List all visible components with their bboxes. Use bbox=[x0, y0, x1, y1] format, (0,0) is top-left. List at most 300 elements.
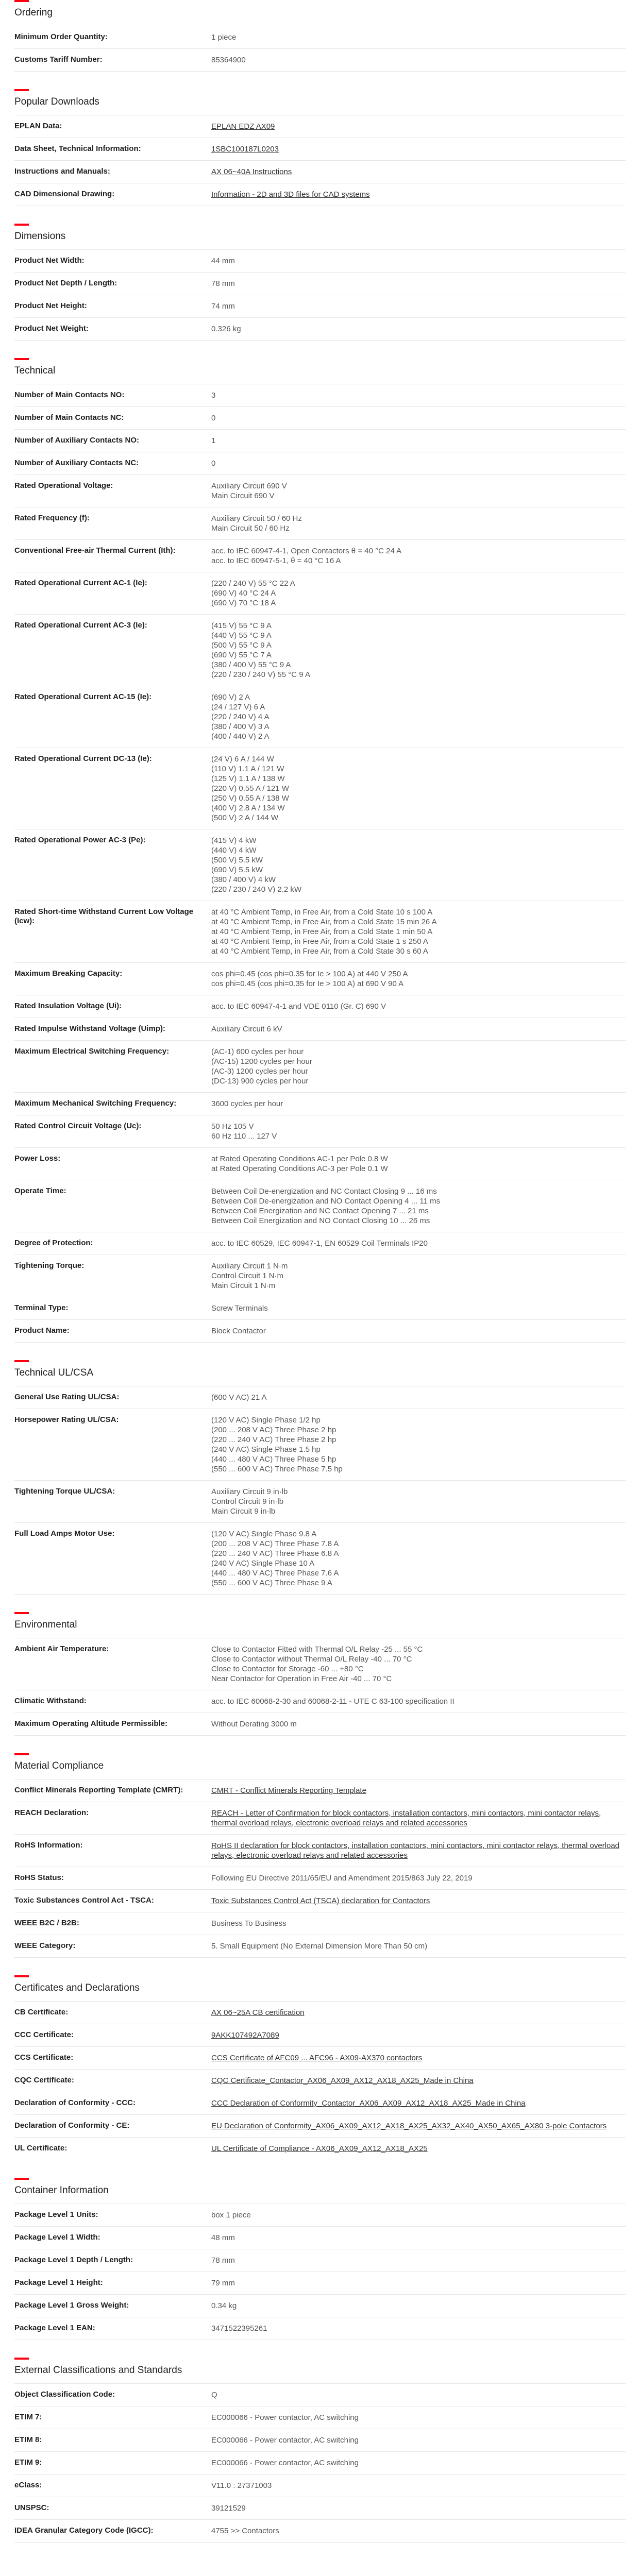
spec-label: Climatic Withstand: bbox=[14, 1697, 87, 1705]
section-material-compliance bbox=[14, 1753, 626, 1958]
section-title: Dimensions bbox=[14, 231, 66, 242]
section-accent-bar bbox=[14, 1975, 29, 1977]
spec-value: Main Circuit 1 N·m bbox=[211, 1281, 276, 1290]
spec-value: (550 ... 600 V AC) Three Phase 9 A bbox=[211, 1579, 332, 1587]
spec-row bbox=[14, 406, 626, 429]
spec-values bbox=[211, 2413, 626, 2422]
spec-values bbox=[211, 32, 626, 42]
spec-label: ETIM 7: bbox=[14, 2413, 42, 2421]
spec-label: Power Loss: bbox=[14, 1154, 61, 1163]
spec-label: Rated Control Circuit Voltage (Uc): bbox=[14, 1122, 142, 1130]
spec-values bbox=[211, 1529, 626, 1588]
spec-label: Package Level 1 Gross Weight: bbox=[14, 2301, 129, 2310]
spec-label: IDEA Granular Category Code (IGCC): bbox=[14, 2526, 154, 2535]
spec-label: Object Classification Code: bbox=[14, 2390, 115, 2399]
spec-value: (220 / 240 V) 55 °C 22 A bbox=[211, 579, 295, 588]
spec-value: (120 V AC) Single Phase 9.8 A bbox=[211, 1530, 317, 1538]
spec-values bbox=[211, 1187, 626, 1226]
spec-value: acc. to IEC 60529, IEC 60947-1, EN 60529 Coil Terminals IP20 bbox=[211, 1239, 428, 1248]
section-title: Technical UL/CSA bbox=[14, 1367, 94, 1378]
spec-values bbox=[211, 1941, 626, 1951]
document-link[interactable]: EU Declaration of Conformity_AX06_AX09_AX12_AX18_AX25_AX32_AX40_AX50_AX65_AX80 3-pole Contactors bbox=[211, 2122, 607, 2130]
spec-row bbox=[14, 474, 626, 507]
spec-label: Data Sheet, Technical Information: bbox=[14, 144, 141, 153]
spec-row bbox=[14, 26, 626, 48]
spec-label: Number of Auxiliary Contacts NO: bbox=[14, 436, 139, 445]
document-link[interactable]: CMRT - Conflict Minerals Reporting Template bbox=[211, 1786, 366, 1795]
spec-row bbox=[14, 295, 626, 317]
spec-value: Auxiliary Circuit 690 V bbox=[211, 482, 287, 490]
spec-value: (440 ... 480 V AC) Three Phase 5 hp bbox=[211, 1455, 336, 1464]
spec-label: Rated Operational Current AC-3 (Ie): bbox=[14, 621, 147, 630]
spec-value: (220 / 230 / 240 V) 2.2 kW bbox=[211, 885, 302, 894]
spec-values bbox=[211, 301, 626, 311]
spec-values bbox=[211, 256, 626, 266]
spec-row bbox=[14, 272, 626, 295]
section-accent-bar bbox=[14, 89, 29, 91]
spec-values bbox=[211, 436, 626, 446]
document-link[interactable]: Toxic Substances Control Act (TSCA) declaration for Contactors bbox=[211, 1896, 430, 1905]
spec-row bbox=[14, 1690, 626, 1713]
spec-value: (24 / 127 V) 6 A bbox=[211, 703, 265, 711]
spec-value: (400 V) 2.8 A / 134 W bbox=[211, 804, 285, 812]
document-link[interactable]: AX 06~25A CB certification bbox=[211, 2008, 305, 2017]
spec-label: eClass: bbox=[14, 2481, 42, 2489]
spec-value: (DC-13) 900 cycles per hour bbox=[211, 1077, 309, 1086]
spec-row bbox=[14, 48, 626, 72]
spec-values bbox=[211, 1873, 626, 1883]
spec-values bbox=[211, 1896, 626, 1906]
spec-values bbox=[211, 546, 626, 566]
section-dimensions bbox=[14, 224, 626, 341]
spec-value: (550 ... 600 V AC) Three Phase 7.5 hp bbox=[211, 1465, 343, 1473]
spec-values bbox=[211, 481, 626, 501]
spec-values bbox=[211, 2481, 626, 2490]
spec-row bbox=[14, 829, 626, 901]
document-link[interactable]: AX 06~40A Instructions bbox=[211, 167, 292, 176]
spec-label: Toxic Substances Control Act - TSCA: bbox=[14, 1896, 154, 1905]
spec-value: 44 mm bbox=[211, 257, 235, 265]
spec-row bbox=[14, 1480, 626, 1522]
spec-label: Minimum Order Quantity: bbox=[14, 32, 108, 41]
spec-label: REACH Declaration: bbox=[14, 1808, 89, 1817]
spec-value: (AC-1) 600 cycles per hour bbox=[211, 1047, 304, 1056]
spec-row bbox=[14, 2519, 626, 2543]
spec-label: UNSPSC: bbox=[14, 2503, 49, 2512]
spec-label: Maximum Breaking Capacity: bbox=[14, 969, 123, 978]
spec-value: cos phi=0.45 (cos phi=0.35 for Ie > 100 A) at 690 V 90 A bbox=[211, 979, 404, 988]
spec-values bbox=[211, 2144, 626, 2154]
spec-label: Rated Operational Current AC-15 (Ie): bbox=[14, 692, 152, 701]
spec-value: Main Circuit 50 / 60 Hz bbox=[211, 524, 290, 533]
spec-value: Control Circuit 1 N·m bbox=[211, 1272, 284, 1280]
spec-row bbox=[14, 2383, 626, 2406]
section-accent-bar bbox=[14, 2358, 29, 2360]
spec-value: V11.0 : 27371003 bbox=[211, 2481, 272, 2490]
spec-row bbox=[14, 2092, 626, 2114]
spec-value: (690 V) 70 °C 18 A bbox=[211, 599, 276, 607]
spec-values bbox=[211, 2030, 626, 2040]
spec-values bbox=[211, 413, 626, 423]
spec-values bbox=[211, 2278, 626, 2288]
spec-value: (200 ... 208 V AC) Three Phase 7.8 A bbox=[211, 1539, 339, 1548]
spec-row bbox=[14, 962, 626, 995]
spec-row bbox=[14, 160, 626, 183]
document-link[interactable]: CCS Certificate of AFC09 ... AFC96 - AX09-AX370 contactors bbox=[211, 2054, 423, 2062]
spec-label: RoHS Status: bbox=[14, 1873, 64, 1882]
section-technical bbox=[14, 358, 626, 1343]
spec-row bbox=[14, 1115, 626, 1147]
spec-label: Product Net Height: bbox=[14, 301, 87, 310]
spec-row bbox=[14, 614, 626, 686]
spec-values bbox=[211, 1303, 626, 1313]
spec-label: UL Certificate: bbox=[14, 2144, 68, 2153]
spec-value: (240 V AC) Single Phase 10 A bbox=[211, 1559, 315, 1568]
spec-label: Package Level 1 Height: bbox=[14, 2278, 103, 2287]
spec-label: Rated Operational Current AC-1 (Ie): bbox=[14, 579, 147, 587]
document-link[interactable]: RoHS II declaration for block contactors, installation contactors, mini contactors, mini contactor relays, thermal overload relays, electronic overload relays and related accessories bbox=[211, 1841, 620, 1860]
spec-label: Maximum Operating Altitude Permissible: bbox=[14, 1719, 168, 1728]
spec-value: 74 mm bbox=[211, 302, 235, 311]
spec-label: Customs Tariff Number: bbox=[14, 55, 103, 64]
spec-row bbox=[14, 1319, 626, 1343]
spec-value: (415 V) 4 kW bbox=[211, 836, 257, 845]
document-link[interactable]: 9AKK107492A7089 bbox=[211, 2031, 279, 2040]
spec-values bbox=[211, 2390, 626, 2400]
spec-value: Close to Contactor for Storage -60 ... +80 °C bbox=[211, 1665, 364, 1673]
section-accent-bar bbox=[14, 1753, 29, 1755]
section-accent-bar bbox=[14, 2178, 29, 2180]
spec-label: Rated Frequency (f): bbox=[14, 514, 90, 522]
spec-values bbox=[211, 2526, 626, 2536]
spec-value: EC000066 - Power contactor, AC switching bbox=[211, 2459, 359, 2467]
spec-values bbox=[211, 1841, 626, 1860]
spec-value: 0.326 kg bbox=[211, 325, 241, 333]
spec-value: (220 / 240 V) 4 A bbox=[211, 713, 270, 721]
spec-value: 85364900 bbox=[211, 56, 246, 64]
spec-values bbox=[211, 2301, 626, 2311]
spec-value: (125 V) 1.1 A / 138 W bbox=[211, 774, 285, 783]
spec-values bbox=[211, 1002, 626, 1011]
spec-row bbox=[14, 2294, 626, 2317]
spec-label: ETIM 9: bbox=[14, 2458, 42, 2467]
spec-label: Package Level 1 EAN: bbox=[14, 2324, 95, 2332]
spec-label: Terminal Type: bbox=[14, 1303, 69, 1312]
spec-values bbox=[211, 1261, 626, 1291]
spec-row bbox=[14, 2451, 626, 2474]
spec-value: 0.34 kg bbox=[211, 2301, 237, 2310]
spec-row bbox=[14, 1522, 626, 1595]
spec-values bbox=[211, 190, 626, 199]
spec-row bbox=[14, 2429, 626, 2451]
spec-value: at Rated Operating Conditions AC-3 per Pole 0.1 W bbox=[211, 1164, 388, 1173]
spec-value: (220 ... 240 V AC) Three Phase 2 hp bbox=[211, 1435, 336, 1444]
spec-label: CCC Certificate: bbox=[14, 2030, 74, 2039]
spec-value: Auxiliary Circuit 50 / 60 Hz bbox=[211, 514, 302, 523]
spec-row bbox=[14, 429, 626, 452]
spec-values bbox=[211, 2435, 626, 2445]
spec-row bbox=[14, 2272, 626, 2294]
spec-row bbox=[14, 1255, 626, 1297]
spec-values bbox=[211, 167, 626, 177]
spec-value: Business To Business bbox=[211, 1919, 287, 1928]
spec-value: (500 V) 2 A / 144 W bbox=[211, 814, 279, 822]
spec-label: Maximum Electrical Switching Frequency: bbox=[14, 1047, 170, 1056]
spec-value: (500 V) 55 °C 9 A bbox=[211, 641, 272, 650]
spec-row bbox=[14, 2069, 626, 2092]
spec-value: at Rated Operating Conditions AC-1 per Pole 0.8 W bbox=[211, 1155, 388, 1163]
section-environmental bbox=[14, 1612, 626, 1736]
spec-values bbox=[211, 2121, 626, 2131]
spec-values bbox=[211, 1154, 626, 1174]
document-link[interactable]: CQC Certificate_Contactor_AX06_AX09_AX12_AX18_AX25_Made in China bbox=[211, 2076, 474, 2085]
spec-values bbox=[211, 836, 626, 894]
spec-values bbox=[211, 2076, 626, 2086]
document-link[interactable]: REACH - Letter of Confirmation for block contactors, installation contactors, mini contactors, mini contactor relays, thermal overload relays, electronic overload relays and related accessories bbox=[211, 1809, 601, 1827]
spec-row bbox=[14, 1297, 626, 1319]
spec-value: 0 bbox=[211, 414, 216, 422]
spec-value: (500 V) 5.5 kW bbox=[211, 856, 263, 865]
section-title: Material Compliance bbox=[14, 1760, 104, 1771]
spec-value: Auxiliary Circuit 1 N·m bbox=[211, 1262, 288, 1270]
spec-label: Rated Operational Voltage: bbox=[14, 481, 113, 490]
spec-label: Maximum Mechanical Switching Frequency: bbox=[14, 1099, 177, 1108]
spec-row bbox=[14, 2249, 626, 2272]
spec-value: 1 piece bbox=[211, 33, 237, 42]
spec-row bbox=[14, 2204, 626, 2226]
spec-value: Main Circuit 9 in·lb bbox=[211, 1507, 276, 1516]
spec-value: acc. to IEC 60068-2-30 and 60068-2-11 - UTE C 63-100 specification II bbox=[211, 1697, 454, 1706]
spec-values bbox=[211, 2458, 626, 2468]
spec-label: Full Load Amps Motor Use: bbox=[14, 1529, 115, 1538]
spec-label: Degree of Protection: bbox=[14, 1239, 93, 1247]
spec-row bbox=[14, 249, 626, 272]
spec-value: 3600 cycles per hour bbox=[211, 1099, 283, 1108]
spec-value: (380 / 400 V) 3 A bbox=[211, 722, 270, 731]
spec-values bbox=[211, 2008, 626, 2018]
spec-row bbox=[14, 748, 626, 829]
spec-value: (400 / 440 V) 2 A bbox=[211, 732, 270, 741]
spec-values bbox=[211, 1024, 626, 1034]
spec-row bbox=[14, 384, 626, 406]
spec-row bbox=[14, 1180, 626, 1232]
spec-row bbox=[14, 901, 626, 962]
spec-label: RoHS Information: bbox=[14, 1841, 83, 1850]
spec-values bbox=[211, 2098, 626, 2108]
spec-values bbox=[211, 1645, 626, 1684]
spec-row bbox=[14, 183, 626, 206]
spec-values bbox=[211, 1697, 626, 1706]
spec-value: 60 Hz 110 ... 127 V bbox=[211, 1132, 277, 1141]
spec-label: General Use Rating UL/CSA: bbox=[14, 1393, 120, 1401]
spec-value: 5. Small Equipment (No External Dimension More Than 50 cm) bbox=[211, 1942, 428, 1951]
spec-value: 50 Hz 105 V bbox=[211, 1122, 254, 1131]
spec-value: Close to Contactor Fitted with Thermal O/L Relay -25 ... 55 °C bbox=[211, 1645, 423, 1654]
spec-label: Product Net Depth / Length: bbox=[14, 279, 117, 287]
spec-values bbox=[211, 1786, 626, 1795]
spec-row bbox=[14, 2046, 626, 2069]
spec-label: Number of Main Contacts NO: bbox=[14, 391, 125, 399]
spec-label: CCS Certificate: bbox=[14, 2053, 74, 2062]
spec-row bbox=[14, 2317, 626, 2340]
spec-value: (690 V) 40 °C 24 A bbox=[211, 589, 276, 598]
spec-label: WEEE B2C / B2B: bbox=[14, 1919, 79, 1927]
spec-label: Horsepower Rating UL/CSA: bbox=[14, 1415, 119, 1424]
spec-label: Conflict Minerals Reporting Template (CMRT): bbox=[14, 1786, 183, 1794]
spec-values bbox=[211, 2324, 626, 2333]
spec-values bbox=[211, 1415, 626, 1474]
spec-row bbox=[14, 1834, 626, 1867]
spec-value: (380 / 400 V) 55 °C 9 A bbox=[211, 660, 291, 669]
section-external-classifications-and-standards bbox=[14, 2358, 626, 2543]
section-accent-bar bbox=[14, 358, 29, 360]
spec-label: Instructions and Manuals: bbox=[14, 167, 110, 176]
spec-values bbox=[211, 55, 626, 65]
spec-value: at 40 °C Ambient Temp, in Free Air, from a Cold State 1 min 50 A bbox=[211, 927, 433, 936]
spec-value: 48 mm bbox=[211, 2233, 235, 2242]
section-accent-bar bbox=[14, 0, 29, 2]
spec-value: (415 V) 55 °C 9 A bbox=[211, 621, 272, 630]
spec-row bbox=[14, 507, 626, 539]
spec-label: Rated Operational Power AC-3 (Pe): bbox=[14, 836, 146, 844]
spec-value: Block Contactor bbox=[211, 1327, 266, 1335]
spec-label: Operate Time: bbox=[14, 1187, 66, 1195]
section-title: Certificates and Declarations bbox=[14, 1982, 140, 1993]
document-link[interactable]: Information - 2D and 3D files for CAD systems bbox=[211, 190, 370, 199]
document-link[interactable]: 1SBC100187L0203 bbox=[211, 145, 279, 154]
spec-value: Without Derating 3000 m bbox=[211, 1720, 297, 1728]
spec-values bbox=[211, 514, 626, 533]
spec-values bbox=[211, 754, 626, 823]
spec-row bbox=[14, 1386, 626, 1409]
document-link[interactable]: CCC Declaration of Conformity_Contactor_AX06_AX09_AX12_AX18_AX25_Made in China bbox=[211, 2099, 526, 2108]
spec-values bbox=[211, 324, 626, 334]
spec-value: (220 / 230 / 240 V) 55 °C 9 A bbox=[211, 670, 310, 679]
spec-value: acc. to IEC 60947-5-1, θ = 40 °C 16 A bbox=[211, 556, 341, 565]
section-title: Technical bbox=[14, 365, 56, 376]
spec-value: at 40 °C Ambient Temp, in Free Air, from a Cold State 1 s 250 A bbox=[211, 937, 428, 946]
spec-label: CQC Certificate: bbox=[14, 2076, 74, 2084]
spec-row bbox=[14, 138, 626, 160]
spec-value: (380 / 400 V) 4 kW bbox=[211, 875, 276, 884]
spec-value: (440 V) 55 °C 9 A bbox=[211, 631, 272, 640]
spec-value: Between Coil De-energization and NO Contact Opening 4 ... 11 ms bbox=[211, 1197, 441, 1206]
spec-row bbox=[14, 2114, 626, 2137]
spec-row bbox=[14, 2001, 626, 2024]
section-technical-ul-csa bbox=[14, 1360, 626, 1595]
spec-label: Package Level 1 Width: bbox=[14, 2233, 100, 2242]
spec-label: Ambient Air Temperature: bbox=[14, 1645, 109, 1653]
spec-values bbox=[211, 907, 626, 956]
spec-label: Conventional Free-air Thermal Current (Ith): bbox=[14, 546, 176, 555]
document-link[interactable]: EPLAN EDZ AX09 bbox=[211, 122, 275, 131]
spec-values bbox=[211, 2210, 626, 2220]
spec-value: (250 V) 0.55 A / 138 W bbox=[211, 794, 289, 803]
spec-value: acc. to IEC 60947-4-1 and VDE 0110 (Gr. C) 690 V bbox=[211, 1002, 386, 1011]
spec-row bbox=[14, 1889, 626, 1912]
spec-values bbox=[211, 2053, 626, 2063]
spec-label: CAD Dimensional Drawing: bbox=[14, 190, 115, 198]
spec-values bbox=[211, 1122, 626, 1141]
spec-row bbox=[14, 995, 626, 1018]
spec-label: Rated Short-time Withstand Current Low Voltage (Icw): bbox=[14, 907, 194, 925]
spec-row bbox=[14, 1779, 626, 1802]
spec-value: Control Circuit 9 in·lb bbox=[211, 1497, 284, 1506]
section-ordering bbox=[14, 0, 626, 72]
spec-label: Rated Impulse Withstand Voltage (Uimp): bbox=[14, 1024, 165, 1033]
spec-value: Close to Contactor without Thermal O/L Relay -40 ... 70 °C bbox=[211, 1655, 412, 1664]
spec-value: (440 ... 480 V AC) Three Phase 7.6 A bbox=[211, 1569, 339, 1578]
spec-value: Between Coil Energization and NO Contact Closing 10 ... 26 ms bbox=[211, 1216, 430, 1225]
section-title: Environmental bbox=[14, 1619, 77, 1630]
spec-value: 4755 >> Contactors bbox=[211, 2527, 279, 2535]
spec-value: Screw Terminals bbox=[211, 1304, 268, 1313]
spec-value: (AC-15) 1200 cycles per hour bbox=[211, 1057, 312, 1066]
spec-value: (220 V) 0.55 A / 121 W bbox=[211, 784, 289, 793]
spec-value: Following EU Directive 2011/65/EU and Amendment 2015/863 July 22, 2019 bbox=[211, 1874, 473, 1883]
spec-label: EPLAN Data: bbox=[14, 122, 62, 130]
spec-label: Rated Operational Current DC-13 (Ie): bbox=[14, 754, 152, 763]
spec-label: Tightening Torque: bbox=[14, 1261, 85, 1270]
spec-value: box 1 piece bbox=[211, 2211, 251, 2219]
spec-value: Auxiliary Circuit 6 kV bbox=[211, 1025, 282, 1033]
spec-value: 78 mm bbox=[211, 279, 235, 288]
document-link[interactable]: UL Certificate of Compliance - AX06_AX09_AX12_AX18_AX25 bbox=[211, 2144, 428, 2153]
spec-values bbox=[211, 2503, 626, 2513]
spec-value: 3471522395261 bbox=[211, 2324, 267, 2333]
spec-value: (440 V) 4 kW bbox=[211, 846, 257, 855]
section-accent-bar bbox=[14, 224, 29, 226]
section-title: Ordering bbox=[14, 7, 53, 18]
spec-value: 0 bbox=[211, 459, 216, 468]
spec-label: Package Level 1 Depth / Length: bbox=[14, 2256, 133, 2264]
spec-row bbox=[14, 2226, 626, 2249]
spec-value: Between Coil Energization and NC Contact Opening 7 ... 21 ms bbox=[211, 1207, 429, 1215]
spec-value: Between Coil De-energization and NC Contact Closing 9 ... 16 ms bbox=[211, 1187, 437, 1196]
spec-label: Product Net Weight: bbox=[14, 324, 89, 333]
spec-value: 1 bbox=[211, 436, 216, 445]
spec-values bbox=[211, 2233, 626, 2243]
spec-value: at 40 °C Ambient Temp, in Free Air, from a Cold State 10 s 100 A bbox=[211, 908, 433, 917]
spec-label: Number of Main Contacts NC: bbox=[14, 413, 124, 422]
spec-values bbox=[211, 144, 626, 154]
spec-values bbox=[211, 391, 626, 400]
spec-label: Product Name: bbox=[14, 1326, 70, 1335]
spec-value: at 40 °C Ambient Temp, in Free Air, from a Cold State 30 s 60 A bbox=[211, 947, 428, 956]
spec-row bbox=[14, 1802, 626, 1834]
spec-value: Q bbox=[211, 2391, 217, 2399]
spec-row bbox=[14, 2406, 626, 2429]
spec-row bbox=[14, 317, 626, 341]
spec-values bbox=[211, 459, 626, 468]
spec-values bbox=[211, 1047, 626, 1086]
spec-label: CB Certificate: bbox=[14, 2008, 69, 2016]
spec-values bbox=[211, 692, 626, 741]
spec-values bbox=[211, 2256, 626, 2265]
spec-row bbox=[14, 2024, 626, 2046]
spec-label: Rated Insulation Voltage (Ui): bbox=[14, 1002, 122, 1010]
spec-row bbox=[14, 1018, 626, 1040]
section-title: External Classifications and Standards bbox=[14, 2365, 182, 2376]
section-title: Popular Downloads bbox=[14, 96, 99, 107]
spec-value: Near Contactor for Operation in Free Air -40 ... 70 °C bbox=[211, 1674, 392, 1683]
spec-value: (24 V) 6 A / 144 W bbox=[211, 755, 274, 764]
spec-value: 3 bbox=[211, 391, 216, 400]
spec-row bbox=[14, 2474, 626, 2497]
spec-row bbox=[14, 1092, 626, 1115]
spec-value: (690 V) 5.5 kW bbox=[211, 866, 263, 874]
spec-value: (240 V AC) Single Phase 1.5 hp bbox=[211, 1445, 321, 1454]
